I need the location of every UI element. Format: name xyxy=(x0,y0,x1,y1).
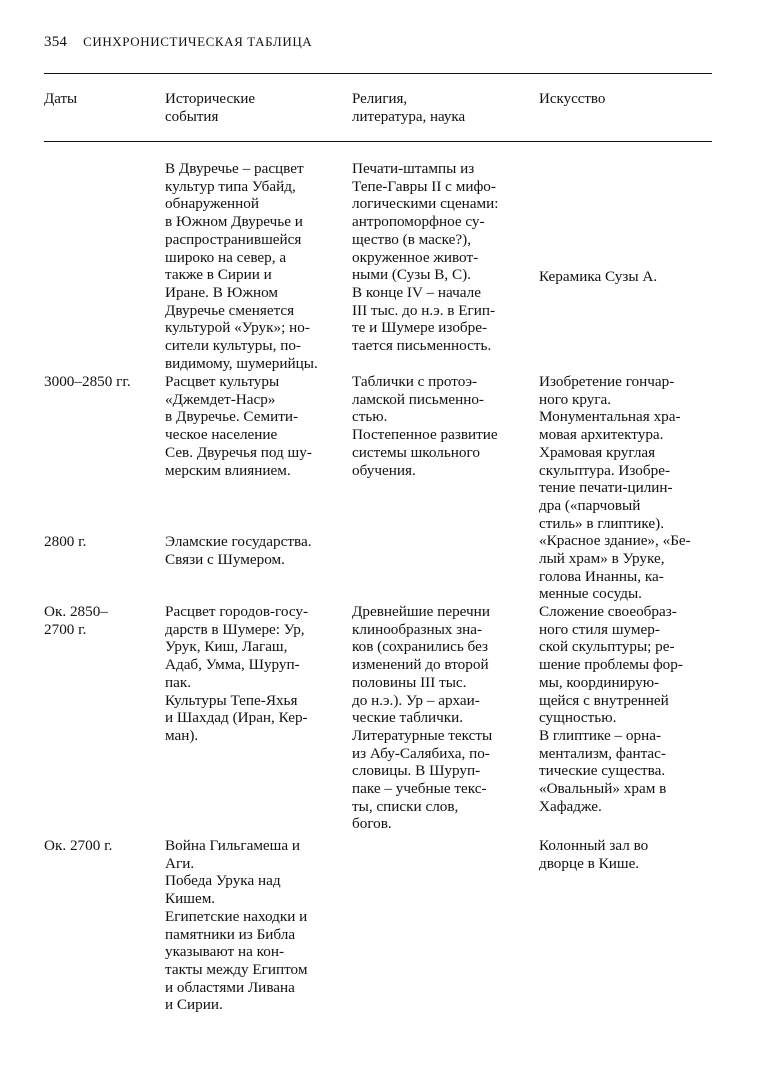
row-4-religion: Древнейшие перечни клинообразных зна- ков (сохранились без изменений до второй половины III тыс. до н.э.). Ур – архаи- ческие таблички. Литературные тексты из Абу-Салябиха, по- словицы. В Шуруп- паке – учебные текс- ты, списки слов, богов. xyxy=(352,603,493,833)
row-3-events: Эламские государства. Связи с Шумером. xyxy=(165,533,312,568)
row-4-date: Ок. 2850– 2700 г. xyxy=(44,603,108,638)
header-events: Исторические события xyxy=(165,91,256,125)
row-4-art: Сложение своеобраз- ного стиля шумер- ской скульптуры; ре- шение проблемы фор- мы, координирую- щейся с внутренней сущностью. В глиптике – орна- ментализм, фантас- тические существа. «Овальный» храм в Хафадже. xyxy=(539,603,683,815)
row-1-religion: Печати-штампы из Тепе-Гавры II с мифо- логическими сценами: антропоморфное су- щество (в маске?), окруженное живот- ными (Сузы В, С). В конце IV – начале III тыс. до н.э. в Егип- те и Шумере изобре- тается письменность. xyxy=(352,160,499,355)
row-2-events: Расцвет культуры «Джемдет-Наср» в Двуречье. Семити- ческое население Сев. Двуречья под шу- мерским влиянием. xyxy=(165,373,312,479)
row-2-religion: Таблички с протоэ- ламской письменно- стью. Постепенное развитие системы школьного обучения. xyxy=(352,373,498,479)
header-dates: Даты xyxy=(44,91,78,107)
top-rule xyxy=(44,73,712,74)
header-rule xyxy=(44,141,712,142)
row-5-date: Ок. 2700 г. xyxy=(44,837,113,854)
row-4-events: Расцвет городов-госу- дарств в Шумере: Ур, Урук, Киш, Лагаш, Адаб, Умма, Шуруп- пак. Культуры Тепе-Яхья и Шахдад (Иран, Кер- ман). xyxy=(165,603,309,744)
row-2-art: Изобретение гончар- ного круга. Монументальная хра- мовая архитектура. Храмовая круглая скульптура. Изобре- тение печати-цилин- дра («парчовый стиль» в глиптике). «Красное здание», «Бе- лый храм» в Уруке, голова Инанны, ка- менные сосуды. xyxy=(539,373,691,603)
page-number: 354 xyxy=(44,34,68,50)
row-5-art: Колонный зал во дворце в Кише. xyxy=(539,837,649,872)
row-1-art: Керамика Сузы А. xyxy=(539,268,658,285)
row-5-events: Война Гильгамеша и Аги. Победа Урука над Кишем. Египетские находки и памятники из Библа указывают на кон- такты между Египтом и областями Ливана и Сирии. xyxy=(165,837,308,1014)
running-title: СИНХРОНИСТИЧЕСКАЯ ТАБЛИЦА xyxy=(83,34,313,49)
running-head xyxy=(44,34,312,51)
row-2-date: 3000–2850 гг. xyxy=(44,373,131,390)
row-1-events: В Двуречье – расцвет культур типа Убайд, обнаруженной в Южном Двуречье и распространившейся широко на север, а также в Сирии и Иране. В Южном Двуречье сменяется культурой «Урук»; но- сители культуры, по- видимому, шумерийцы. xyxy=(165,160,318,372)
row-3-date: 2800 г. xyxy=(44,533,87,550)
header-religion: Религия, литература, наука xyxy=(352,91,466,125)
header-art: Искусство xyxy=(539,91,606,107)
